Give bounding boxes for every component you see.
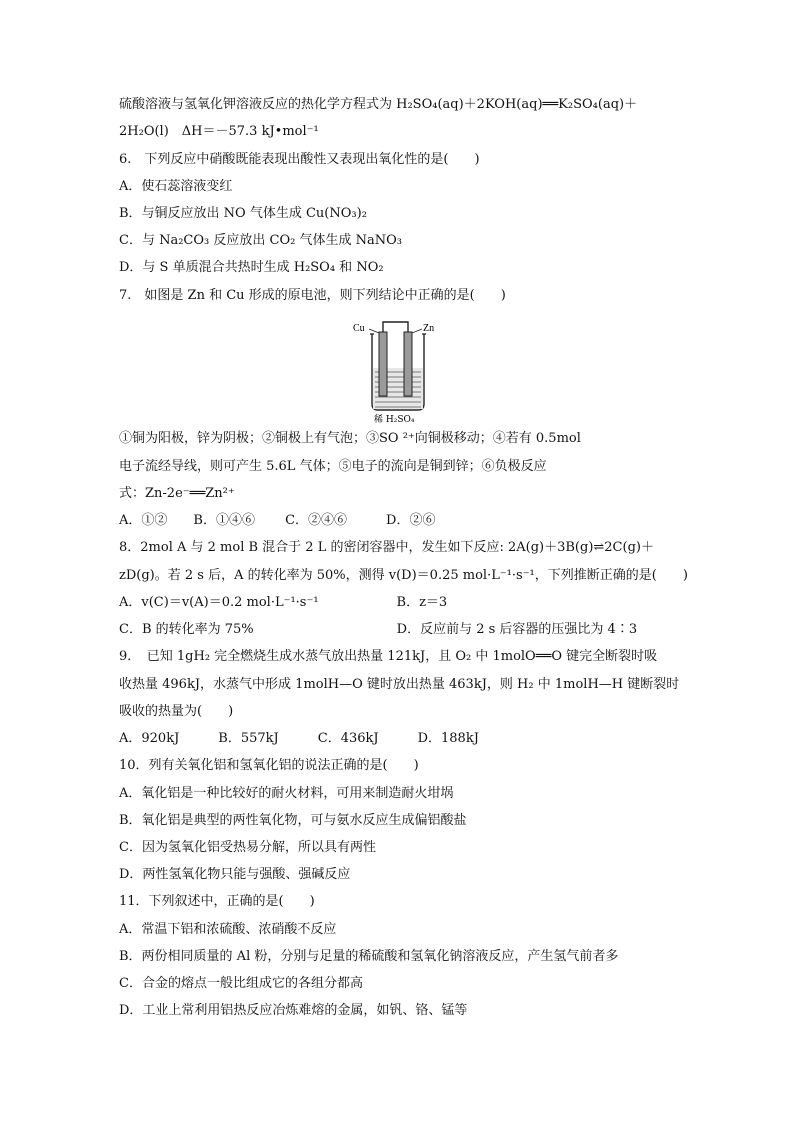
option-d: D．工业上常利用铝热反应冶炼难熔的金属，如钒、铬、锰等 — [119, 1003, 468, 1018]
text-line: 式：Zn-2e⁻══Zn²⁺ — [119, 486, 235, 501]
options-line: A．①② B．①④⑥ C．②④⑥ D．②⑥ — [119, 513, 436, 528]
question-9: 9． 已知 1gH₂ 完全燃烧生成水蒸气放出热量 121kJ，且 O₂ 中 1molO══O 键完全断裂时吸 — [119, 649, 658, 664]
option-b: B．氧化铝是典型的两性氧化物，可与氨水反应生成偏铝酸盐 — [119, 813, 467, 828]
option-d: D．与 S 单质混合共热时生成 H₂SO₄ 和 NO₂ — [119, 260, 384, 275]
question-10: 10．列有关氧化铝和氢氧化铝的说法正确的是( ) — [119, 758, 419, 773]
galvanic-cell-figure — [352, 318, 442, 424]
option-a: A．氧化铝是一种比较好的耐火材料，可用来制造耐火坩埚 — [119, 786, 454, 801]
galvanic-cell-diagram — [352, 318, 442, 424]
text-line: 2H₂O(l) ΔH＝－57.3 kJ•mol⁻¹ — [119, 124, 319, 139]
question-11: 11．下列叙述中，正确的是( ) — [119, 894, 315, 909]
option-b: B．两份相同质量的 Al 粉，分别与足量的稀硫酸和氢氧化钠溶液反应，产生氢气前者多 — [119, 949, 619, 964]
option-a: A．常温下铝和浓硫酸、浓硝酸不反应 — [119, 922, 337, 937]
option-b: B．与铜反应放出 NO 气体生成 Cu(NO₃)₂ — [119, 206, 367, 221]
option-c: C．与 Na₂CO₃ 反应放出 CO₂ 气体生成 NaNO₃ — [119, 233, 402, 248]
option-a: A．使石蕊溶液变红 — [119, 179, 233, 194]
options-line: A．920kJ B．557kJ C．436kJ D．188kJ — [119, 731, 479, 746]
solution-label: 稀 H₂SO₄ — [374, 415, 415, 424]
question-6: 6. 下列反应中硝酸既能表现出酸性又表现出氧化性的是( ) — [119, 152, 480, 167]
option-d: D．两性氢氧化物只能与强酸、强碱反应 — [119, 867, 351, 882]
question-8: 8．2mol A 与 2 mol B 混合于 2 L 的密闭容器中，发生如下反应: 2A(g)＋3B(g)⇌2C(g)＋ — [119, 540, 654, 555]
zn-label: Zn — [423, 323, 435, 334]
options-line: C．B 的转化率为 75% D．反应前与 2 s 后容器的压强比为 4∶3 — [119, 622, 638, 637]
text-line: 吸收的热量为( ) — [119, 704, 234, 719]
question-7: 7. 如图是 Zn 和 Cu 形成的原电池，则下列结论中正确的是( ) — [119, 288, 506, 303]
text-line: 收热量 496kJ，水蒸气中形成 1molH—O 键时放出热量 463kJ，则 H₂ 中 1molH—H 键断裂时 — [119, 677, 680, 692]
option-c: C．合金的熔点一般比组成它的各组分都高 — [119, 976, 363, 991]
text-line: 硫酸溶液与氢氧化钾溶液反应的热化学方程式为 H₂SO₄(aq)＋2KOH(aq)══K₂SO₄(aq)＋ — [119, 97, 638, 112]
cu-label: Cu — [353, 323, 365, 334]
option-c: C．因为氢氧化铝受热易分解，所以具有两性 — [119, 840, 376, 855]
text-line: zD(g)。若 2 s 后，A 的转化率为 50%，测得 v(D)＝0.25 mol·L⁻¹·s⁻¹，下列推断正确的是( ) — [119, 568, 688, 583]
text-line: 电子流经导线，则可产生 5.6L 气体；⑤电子的流向是铜到锌；⑥负极反应 — [119, 459, 547, 474]
text-line: ①铜为阳极，锌为阴极；②铜极上有气泡；③SO ²⁺向铜极移动；④若有 0.5mol — [119, 431, 581, 446]
options-line: A．v(C)＝v(A)＝0.2 mol·L⁻¹·s⁻¹ B．z＝3 — [119, 595, 448, 610]
